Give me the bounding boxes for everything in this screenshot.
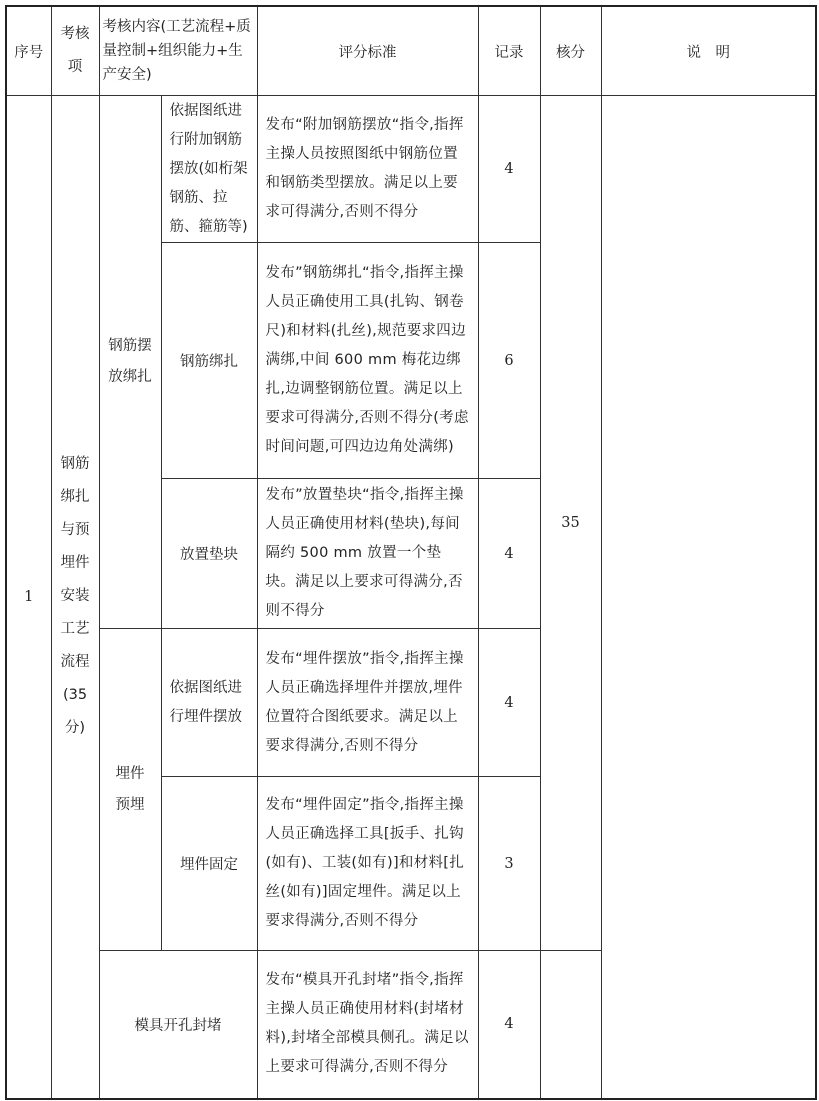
record-cell: 6 (478, 243, 540, 479)
header-score: 核分 (540, 6, 601, 96)
header-remark: 说 明 (601, 6, 816, 96)
content-cell: 模具开孔封堵 (99, 951, 257, 1099)
header-record: 记录 (478, 6, 540, 96)
category-cell: 埋件预埋 (99, 629, 161, 951)
record-cell: 3 (478, 777, 540, 951)
item-cell: 钢筋绑扎与预埋件安装工艺流程(35分) (51, 96, 99, 1099)
header-row (6, 6, 816, 96)
criteria-cell: 发布“附加钢筋摆放“指令,指挥主操人员按照图纸中钢筋位置和钢筋类型摆放。满足以上要求可得满分,否则不得分 (257, 96, 478, 243)
record-cell: 4 (478, 629, 540, 777)
category-cell: 钢筋摆放绑扎 (99, 96, 161, 629)
seq-cell: 1 (6, 96, 51, 1099)
content-cell: 依据图纸进行埋件摆放 (161, 629, 257, 777)
header-item: 考核项 (51, 6, 99, 96)
criteria-cell: 发布”放置垫块“指令,指挥主操人员正确使用材料(垫块),每间隔约 500 mm 放置一个垫块。满足以上要求可得满分,否则不得分 (257, 479, 478, 629)
record-cell: 4 (478, 479, 540, 629)
content-cell: 放置垫块 (161, 479, 257, 629)
header-seq: 序号 (6, 6, 51, 96)
criteria-cell: 发布”钢筋绑扎“指令,指挥主操人员正确使用工具(扎钩、钢卷尺)和材料(扎丝),规范要求四边满绑,中间 600 mm 梅花边绑扎,边调整钢筋位置。满足以上要求可得满分,否则不得分(考虑时间问题,可四边边角处满绑) (257, 243, 478, 479)
content-cell: 埋件固定 (161, 777, 257, 951)
score-empty-cell (540, 951, 601, 1099)
header-criteria: 评分标准 (257, 6, 478, 96)
table-row (6, 96, 816, 243)
total-score-cell: 35 (540, 96, 601, 951)
criteria-cell: 发布“模具开孔封堵”指令,指挥主操人员正确使用材料(封堵材料),封堵全部模具侧孔。满足以上要求可得满分,否则不得分 (257, 951, 478, 1099)
assessment-table (5, 5, 817, 1100)
content-cell: 钢筋绑扎 (161, 243, 257, 479)
record-cell: 4 (478, 96, 540, 243)
remark-cell (601, 96, 816, 1099)
record-cell: 4 (478, 951, 540, 1099)
content-cell: 依据图纸进行附加钢筋摆放(如桁架钢筋、拉筋、箍筋等) (161, 96, 257, 243)
criteria-cell: 发布“埋件摆放”指令,指挥主操人员正确选择埋件并摆放,埋件位置符合图纸要求。满足以上要求得满分,否则不得分 (257, 629, 478, 777)
criteria-cell: 发布“埋件固定”指令,指挥主操人员正确选择工具[扳手、扎钩(如有)、工装(如有)]和材料[扎丝(如有)]固定埋件。满足以上要求得满分,否则不得分 (257, 777, 478, 951)
header-content: 考核内容(工艺流程+质量控制+组织能力+生产安全) (99, 6, 257, 96)
